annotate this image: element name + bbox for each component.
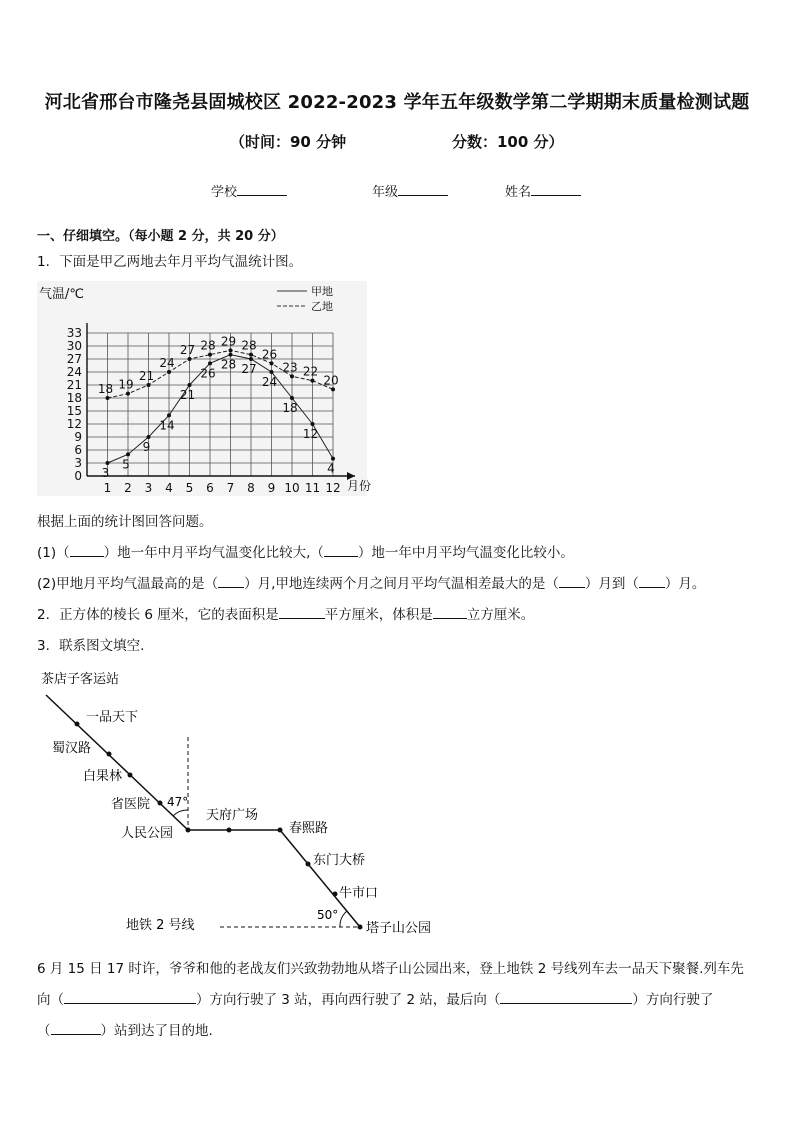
data-label: 4 <box>327 461 335 476</box>
metro-route-line <box>46 695 360 927</box>
station-dot <box>186 828 191 833</box>
q3-blank-3[interactable] <box>51 1020 101 1035</box>
x-tick-label: 6 <box>206 481 214 495</box>
data-point <box>331 457 335 461</box>
data-point <box>270 361 274 365</box>
angle-arc-top <box>173 810 188 816</box>
exam-time: （时间：90 分钟 <box>230 133 347 151</box>
data-point <box>311 422 315 426</box>
question-1-part-1 <box>37 541 574 561</box>
page-title: 河北省邢台市隆尧县固城校区 2022-2023 学年五年级数学第二学期期末质量检测试题 <box>44 92 750 113</box>
temperature-chart-svg <box>37 281 372 496</box>
temperature-chart <box>37 281 372 496</box>
data-point <box>106 396 110 400</box>
data-label: 9 <box>142 440 151 454</box>
station-label: 蜀汉路 <box>52 741 92 756</box>
data-point <box>188 383 192 387</box>
station-dot <box>333 892 338 897</box>
data-point <box>249 357 253 361</box>
data-point <box>106 461 110 465</box>
data-label: 26 <box>200 366 216 381</box>
x-tick-label: 1 <box>103 481 112 495</box>
data-label: 3 <box>101 466 110 480</box>
y-tick-label: 3 <box>74 456 82 470</box>
data-point <box>249 353 253 357</box>
data-label: 23 <box>282 360 298 375</box>
data-label: 22 <box>302 364 319 379</box>
question-1: 1．下面是甲乙两地去年月平均气温统计图。 <box>37 254 303 270</box>
legend-label: 乙地 <box>311 300 333 313</box>
station-label: 塔子山公园 <box>366 921 432 936</box>
y-tick-label: 18 <box>66 391 82 405</box>
question-2 <box>37 603 534 623</box>
y-tick-label: 9 <box>74 430 82 444</box>
x-tick-label: 4 <box>165 481 173 495</box>
exam-score: 分数：100 分） <box>452 133 564 151</box>
data-point <box>229 348 233 352</box>
station-label: 天府广场 <box>206 808 259 823</box>
q3-text-b1: 向（ <box>37 992 64 1008</box>
station-dot <box>158 801 163 806</box>
y-axis-label: 气温/℃ <box>39 287 84 302</box>
data-label: 20 <box>323 373 339 388</box>
x-tick-label: 12 <box>325 481 341 495</box>
angle-label-top: 47° <box>167 795 189 809</box>
data-label: 21 <box>179 388 196 402</box>
y-tick-label: 6 <box>74 443 82 457</box>
data-label: 12 <box>302 427 319 441</box>
y-tick-label: 0 <box>74 469 82 483</box>
q1p1-text-b: ）地一年中月平均气温变化比较大,（ <box>103 545 324 561</box>
station-dot <box>306 862 311 867</box>
data-point <box>208 361 212 365</box>
data-point <box>290 396 294 400</box>
data-label: 29 <box>220 334 237 349</box>
name-field[interactable] <box>505 181 581 200</box>
x-tick-label: 2 <box>124 481 132 495</box>
y-tick-label: 30 <box>66 339 82 353</box>
q1p2-blank-1[interactable] <box>218 573 244 588</box>
data-point <box>167 413 171 417</box>
data-point <box>126 452 130 456</box>
data-label: 27 <box>179 343 196 357</box>
data-point <box>167 370 171 374</box>
question-3-paragraph-line-1: 6 月 15 日 17 时许，爷爷和他的老战友们兴致勃勃地从塔子山公园出来，登上地铁 2 号线列车去一品天下聚餐.列车先 <box>37 961 744 977</box>
station-dot <box>107 752 112 757</box>
station-dot <box>358 925 363 930</box>
data-point <box>147 383 151 387</box>
q3-text-c2: ）站到达了目的地. <box>100 1023 213 1039</box>
y-tick-label: 33 <box>66 326 82 340</box>
q3-blank-2[interactable] <box>500 989 632 1004</box>
x-tick-label: 3 <box>144 481 153 495</box>
x-tick-label: 5 <box>185 481 194 495</box>
station-label: 春熙路 <box>289 821 329 836</box>
station-dot <box>75 722 80 727</box>
metro-map <box>30 665 460 945</box>
q2-blank-1[interactable] <box>279 604 325 619</box>
x-tick-label: 7 <box>226 481 235 495</box>
data-label: 19 <box>118 377 134 392</box>
q3-text-b2: ）方向行驶了 3 站，再向西行驶了 2 站，最后向（ <box>196 992 501 1008</box>
grade-blank[interactable] <box>398 181 448 196</box>
q1p2-text-d: ）月。 <box>664 576 706 592</box>
question-3-paragraph-line-3 <box>37 1019 213 1039</box>
school-blank[interactable] <box>237 181 287 196</box>
grade-field[interactable] <box>372 181 448 200</box>
y-tick-label: 15 <box>66 404 82 418</box>
x-tick-label: 11 <box>304 481 321 495</box>
y-tick-label: 12 <box>66 417 82 431</box>
name-blank[interactable] <box>531 181 581 196</box>
q1p2-text-a: (2)甲地月平均气温最高的是（ <box>37 576 219 592</box>
section-heading: 一、仔细填空。（每小题 2 分，共 20 分） <box>37 229 284 244</box>
q1p1-blank-1[interactable] <box>70 542 104 557</box>
q2-text-a: 2．正方体的棱长 6 厘米，它的表面积是 <box>37 607 279 623</box>
data-label: 14 <box>159 418 175 433</box>
question-1-part-2 <box>37 572 705 592</box>
q1p1-text-a: (1)（ <box>37 545 70 561</box>
data-label: 21 <box>138 369 155 383</box>
question-3-paragraph-line-2 <box>37 988 713 1008</box>
q3-text-b3: ）方向行驶了 <box>632 992 714 1008</box>
angle-arc-bottom <box>340 911 347 927</box>
data-point <box>290 374 294 378</box>
grade-label: 年级 <box>372 185 399 200</box>
data-label: 28 <box>200 338 216 353</box>
q2-blank-2[interactable] <box>433 604 467 619</box>
station-label: 东门大桥 <box>313 853 366 868</box>
data-point <box>331 387 335 391</box>
x-tick-label: 8 <box>247 481 255 495</box>
data-point <box>147 435 151 439</box>
q2-text-c: 立方厘米。 <box>466 607 535 623</box>
school-field[interactable] <box>211 181 287 200</box>
data-label: 24 <box>159 356 175 370</box>
q1p2-text-b: ）月,甲地连续两个月之间月平均气温相差最大的是（ <box>244 576 559 592</box>
data-point <box>229 353 233 357</box>
data-label: 5 <box>122 457 130 472</box>
x-tick-label: 10 <box>284 481 300 495</box>
station-label: 省医院 <box>111 797 151 812</box>
data-label: 27 <box>241 362 257 376</box>
station-label: 茶店子客运站 <box>41 672 120 687</box>
data-label: 28 <box>220 357 237 372</box>
q1p2-blank-2[interactable] <box>559 573 585 588</box>
question-1-instruction: 根据上面的统计图回答问题。 <box>37 514 213 530</box>
data-label: 18 <box>282 401 298 415</box>
q1p1-blank-2[interactable] <box>324 542 358 557</box>
station-label: 人民公园 <box>121 826 174 841</box>
y-tick-label: 27 <box>66 352 82 366</box>
data-label: 24 <box>261 375 278 389</box>
y-tick-label: 24 <box>66 365 82 379</box>
metro-map-svg <box>30 665 460 945</box>
metro-line-label: 地铁 2 号线 <box>126 918 195 933</box>
question-3: 3．联系图文填空. <box>37 638 145 654</box>
data-point <box>208 353 212 357</box>
q3-text-c1: （ <box>37 1023 51 1039</box>
x-axis-label: 月份 <box>347 479 372 493</box>
data-point <box>311 379 315 383</box>
station-label: 白果林 <box>83 769 123 784</box>
q1p1-text-c: ）地一年中月平均气温变化比较小。 <box>357 545 574 561</box>
name-label: 姓名 <box>505 185 532 200</box>
data-label: 28 <box>241 338 257 353</box>
data-point <box>188 357 192 361</box>
data-label: 26 <box>261 347 278 362</box>
legend-label: 甲地 <box>311 285 333 298</box>
angle-label-bottom: 50° <box>317 908 339 922</box>
q2-text-b: 平方厘米，体积是 <box>324 607 433 623</box>
station-dot <box>128 773 133 778</box>
q1p2-text-c: ）月到（ <box>584 576 639 592</box>
q3-blank-1[interactable] <box>64 989 196 1004</box>
y-tick-label: 21 <box>66 378 82 392</box>
x-tick-label: 9 <box>267 481 276 495</box>
q1p2-blank-3[interactable] <box>639 573 665 588</box>
station-label: 牛市口 <box>339 886 379 901</box>
station-label: 一品天下 <box>86 710 139 725</box>
school-label: 学校 <box>211 185 238 200</box>
station-dot <box>278 828 283 833</box>
data-point <box>126 392 130 396</box>
data-label: 18 <box>97 382 114 396</box>
station-dot <box>227 828 232 833</box>
data-point <box>270 370 274 374</box>
